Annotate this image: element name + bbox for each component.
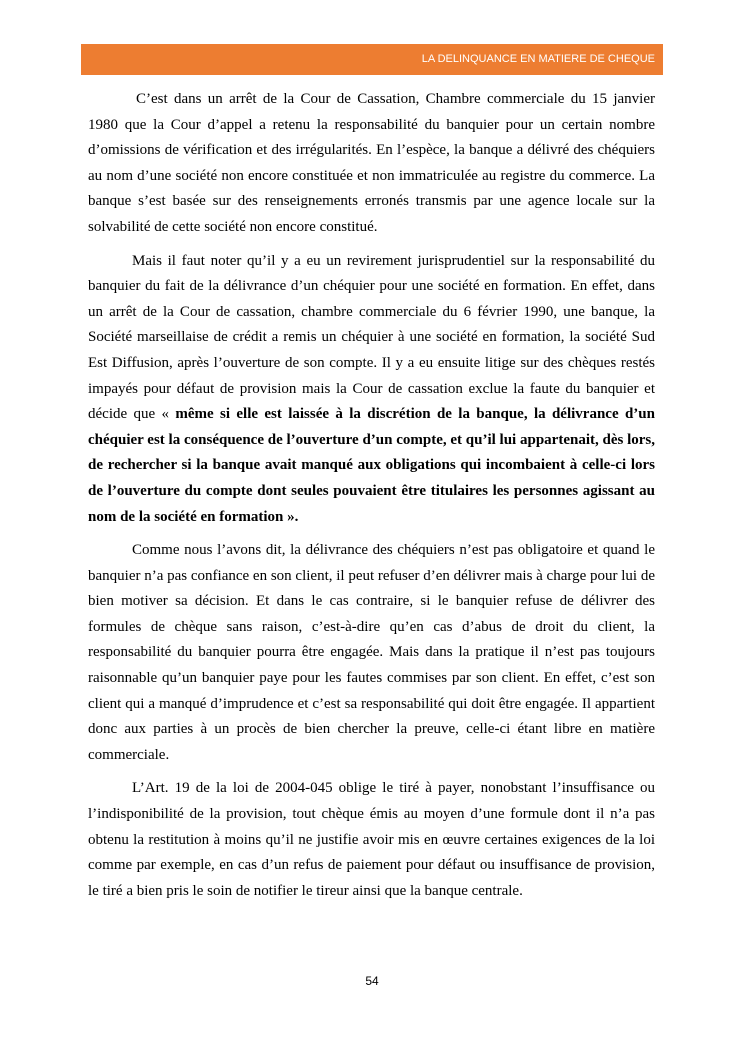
paragraph-2 [88,249,655,531]
paragraph-2-quote: même si elle est laissée à la discrétion de la banque, la délivrance d’un chéquier est la conséquence de l’ouverture d’un compte, et qu’il lui appartenait, dès lors, de rechercher si la banque avait manqué aux obligations qui incombaient à celle-ci lors de l’ouverture du compte dont seules pouvaient être titulaires les personnes agissant au nom de la société en formation [88,406,655,525]
paragraph-1: C’est dans un arrêt de la Cour de Cassation, Chambre commerciale du 15 janvier 1980 que la Cour d’appel a retenu la responsabilité du banquier pour un certain nombre d’omissions de vérification et des irrégularités. En l’espèce, la banque a délivré des chéquiers au nom d’une société non encore constituée et non immatriculée au registre du commerce. La banque s’est basée sur des renseignements erronés transmis par une agence locale sur la solvabilité de cette société non encore constitué. [88,91,655,235]
paragraph-4: L’Art. 19 de la loi de 2004-045 oblige le tiré à payer, nonobstant l’insuffisance ou l’indisponibilité de la provision, tout chèque émis au moyen d’une formule dont il n’a pas obtenu la restitution à moins qu’il ne justifie avoir mis en œuvre certaines exigences de la loi comme par exemple, en cas d’un refus de paiement pour défaut ou insuffisance de provision, le tiré a bien pris le soin de notifier le tireur ainsi que la banque centrale. [88,780,655,899]
paragraph-3: Comme nous l’avons dit, la délivrance des chéquiers n’est pas obligatoire et quand le banquier n’a pas confiance en son client, il peut refuser d’en délivrer mais à charge pour lui de bien motiver sa décision. Et dans le cas contraire, si le banquier refuse de délivrer des formules de chèque sans raison, c’est-à-dire qu’en cas d’abus de droit du client, la responsabilité du banquier pourra être engagée. Mais dans la pratique il n’est pas toujours raisonnable qu’un banquier paye pour les fautes commises par son client. En effet, c’est son client qui a manqué d’imprudence et c’est sa responsabilité qui doit être engagée. Il appartient donc aux parties à un procès de bien chercher la preuve, celle-ci étant libre en matière commerciale. [88,542,655,763]
page-number: 54 [365,974,379,988]
paragraph-2-lead: Mais il faut noter qu’il y a eu un revirement jurisprudentiel sur la responsabilité du banquier du fait de la délivrance d’un chéquier pour une société en formation. En effet, dans un arrêt de la Cour de cassation, chambre commerciale du 6 février 1990, une banque, la Société marseillaise de crédit a remis un chéquier à une société en formation, la société Sud Est Diffusion, après l’ouverture de son compte. Il y a eu ensuite litige sur des chèques restés impayés pour défaut de provision mais la Cour de cassation exclue la faute du banquier et décide que « [88,252,655,423]
page-body [88,87,655,912]
paragraph-2-quote-close: ». [283,508,299,525]
running-header-bar [81,44,663,75]
running-header-title: LA DELINQUANCE EN MATIERE DE CHEQUE [421,53,655,65]
